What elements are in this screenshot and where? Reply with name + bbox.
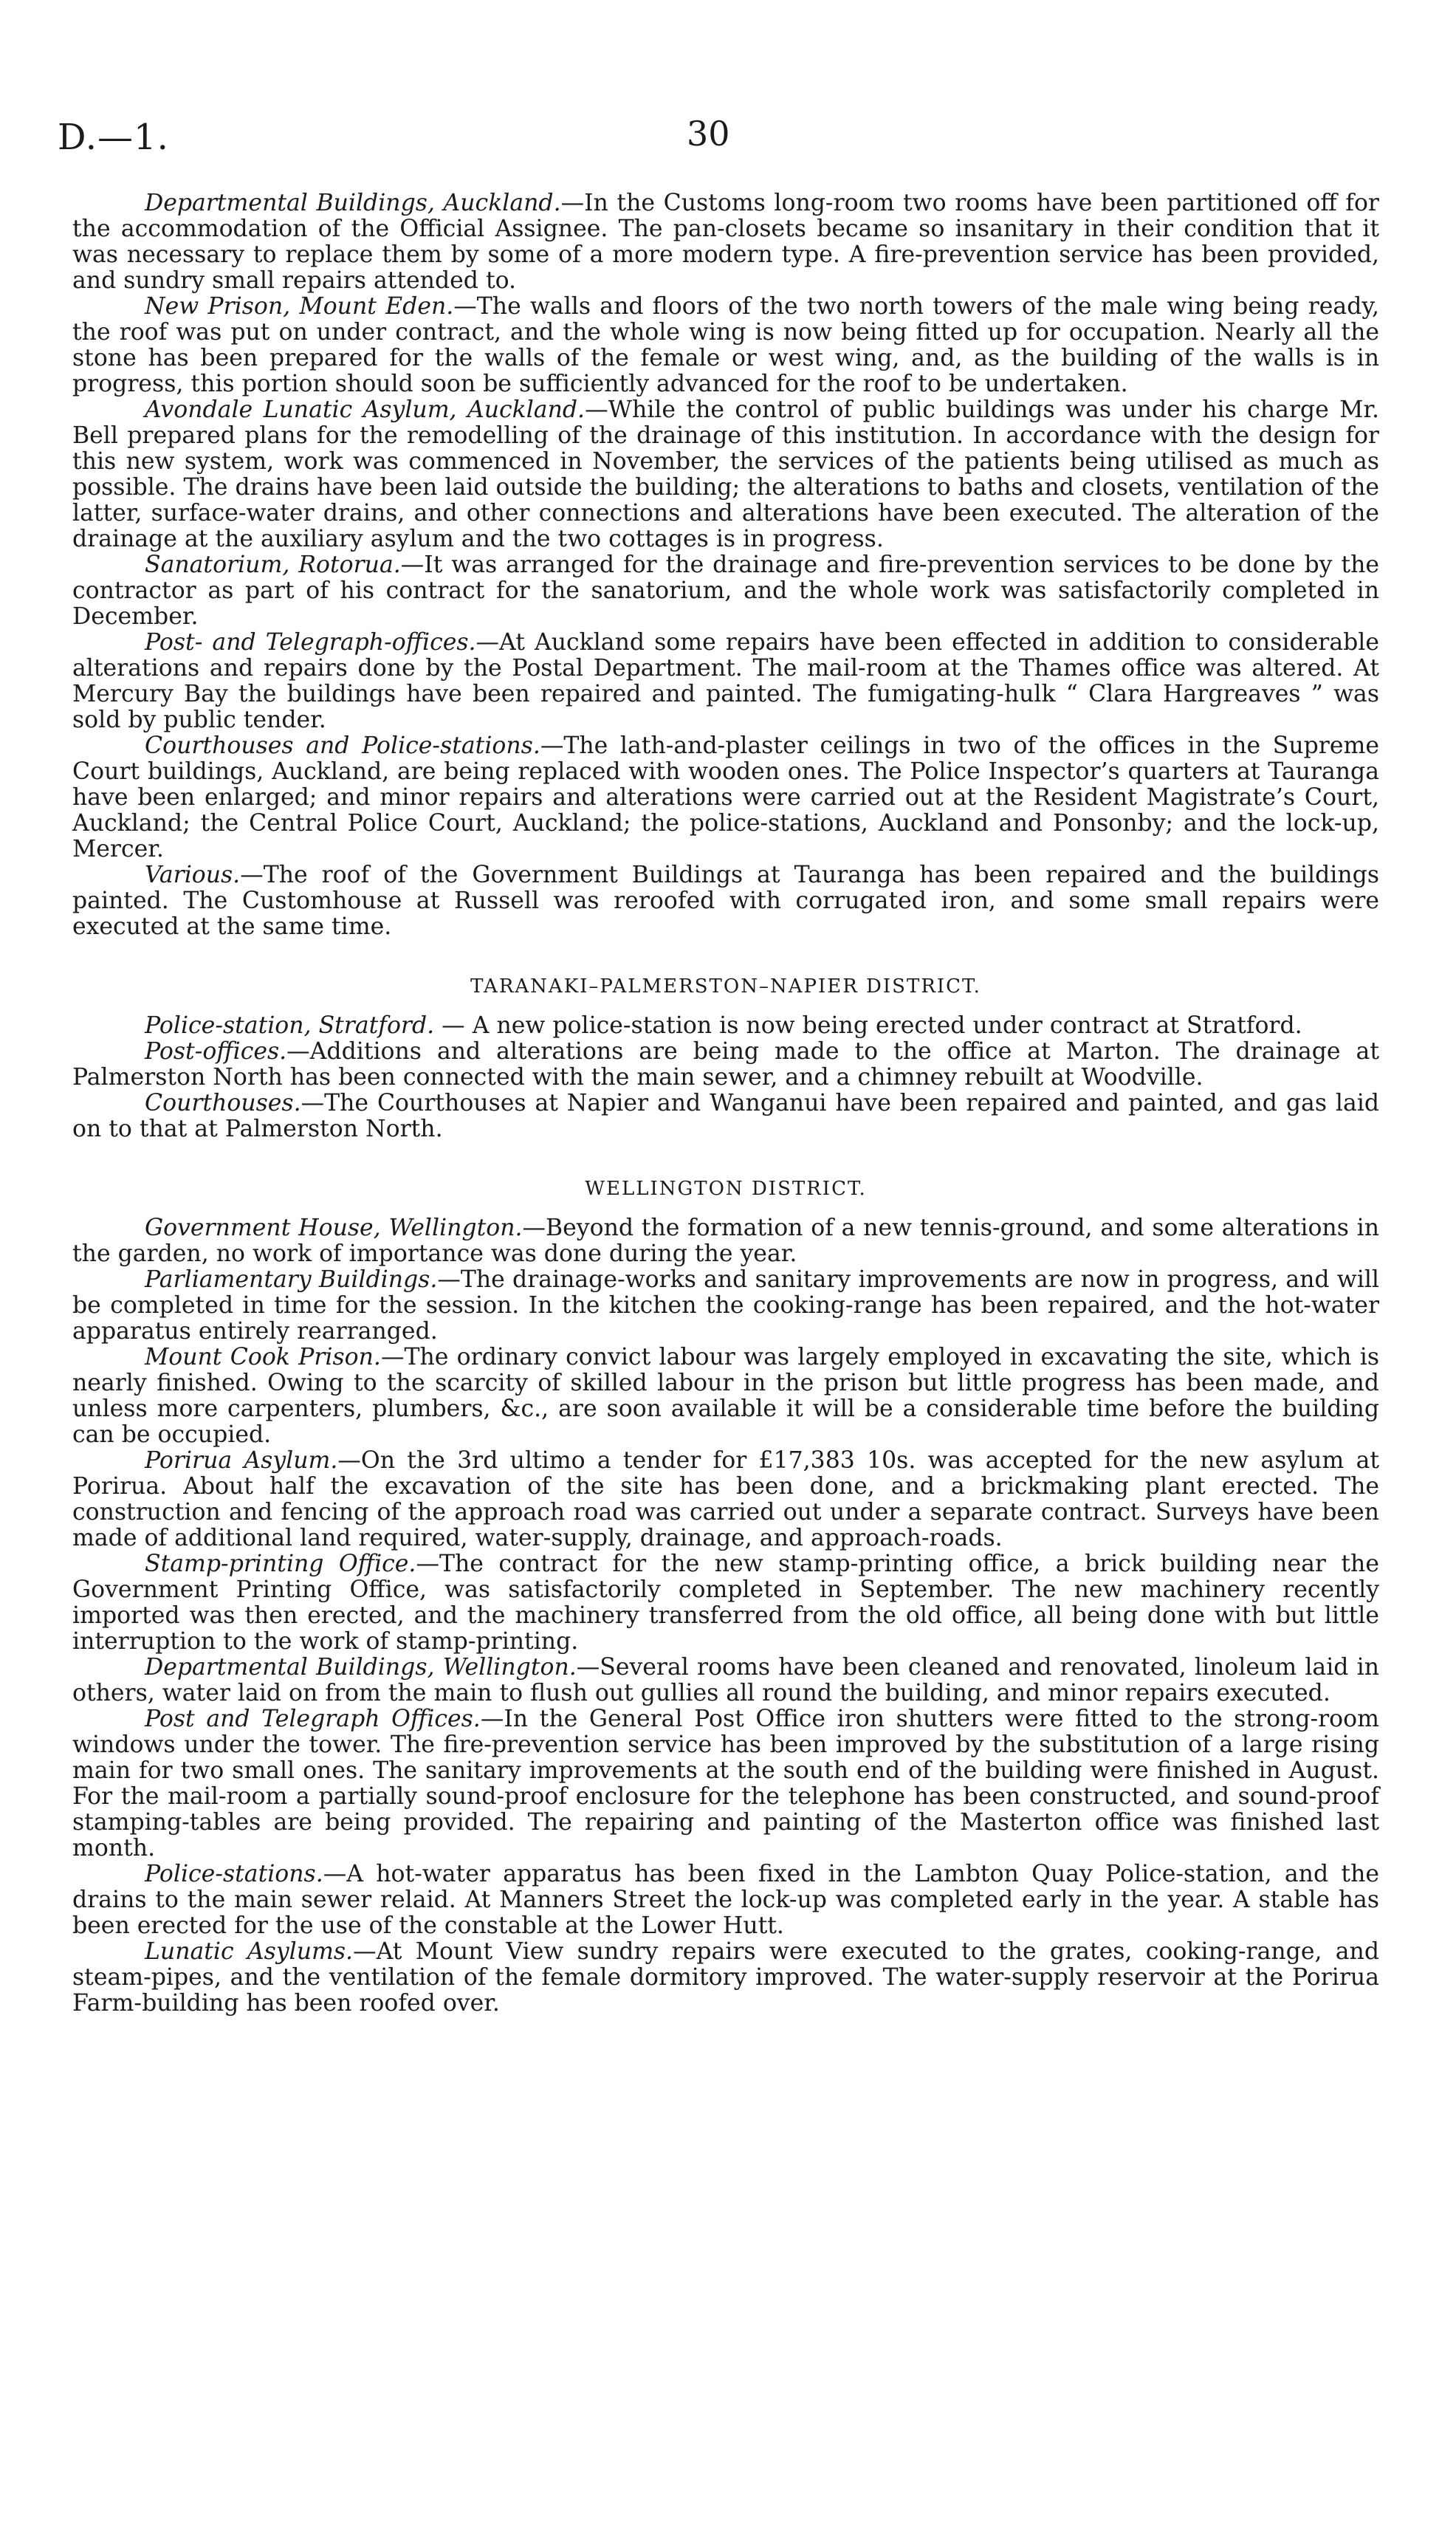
paragraph-title: Government House, Wellington. [145,1215,523,1241]
paragraph-text: —While the control of public buildings was under his charge Mr. Bell prepared plans for the remodelling of the drainage of this institution. In accordance with the design for this new system, work was commenced in November, the services of the patients being utilised as much as possible. The drains have been laid outside the building; the alterations to baths and closets, ventilation of the latter, surface-water drains, and other connections and alterations have been executed. The alteration of the drainage at the auxiliary asylum and the two cottages is in progress. [72,397,1380,552]
paragraph-text: —A hot-water apparatus has been fixed in the Lambton Quay Police-station, and the drains to the main sewer relaid. At Manners Street the lock-up was completed early in the year. A stable has been erected for the use of the constable at the Lower Hutt. [72,1861,1379,1939]
paragraph-text: —Several rooms have been cleaned and renovated, linoleum laid in others, water laid on from the main to flush out gullies all round the building, and minor repairs executed. [72,1654,1379,1706]
paragraph-title: Stamp-printing Office. [145,1551,416,1577]
paragraph [72,1013,1379,1039]
paragraph-title: Parliamentary Buildings. [145,1266,438,1293]
paragraph [72,1039,1379,1091]
paragraph-text: — A new police-station is now being erected under contract at Stratford. [434,1012,1302,1039]
paragraph-title: Sanatorium, Rotorua. [145,552,401,578]
paragraph [72,397,1379,552]
paragraph-text: —The ordinary convict labour was largely employed in excavating the site, which is nearly finished. Owing to the scarcity of skilled labour in the prison but little progress has been made, and unless more carpenters, plumbers, &c., are soon available it will be a considerable time before the building can be occupied. [72,1344,1379,1448]
paragraph-text: —The lath-and-plaster ceilings in two of the offices in the Supreme Court buildings, Auckland, are being replaced with wooden ones. The Police Inspector’s quarters at Tauranga have been enlarged; and minor repairs and alterations were carried out at the Resident Magistrate’s Court, Auckland; the Central Police Court, Auckland; the police-stations, Auckland and Ponsonby; and the lock-up, Mercer. [72,732,1379,862]
paragraph [72,1939,1379,2017]
paragraph-text: —The roof of the Government Buildings at Tauranga has been repaired and the buildings painted. The Customhouse at Russell was reroofed with corrugated iron, and some small repairs were executed at the same time. [72,862,1379,940]
paragraph [72,1861,1379,1939]
paragraph-title: Police-stations. [145,1861,323,1887]
paragraph-text: —On the 3rd ultimo a tender for £17,383 10s. was accepted for the new asylum at Porirua. About half the excavation of the site has been done, and a brickmaking plant erected. The construction and fencing of the approach road was carried out under a separate contract. Surveys have been made of additional land required, water-supply, drainage, and approach-roads. [72,1447,1380,1551]
paragraph-title: Post-offices. [145,1038,287,1065]
paragraph [72,1091,1379,1142]
paragraph [72,1551,1379,1655]
paragraph-text: —Additions and alterations are being made to the office at Marton. The drainage at Palmerston North has been connected with the main sewer, and a chimney rebuilt at Woodville. [72,1038,1379,1091]
paragraph [72,191,1379,294]
paragraph-title: Lunatic Asylums. [145,1938,354,1965]
paragraph [72,1706,1379,1861]
paragraph-title: Departmental Buildings, Auckland. [145,190,561,216]
page-number: 30 [687,114,730,154]
paragraph-title: Various. [145,862,241,888]
paragraph-text: —It was arranged for the drainage and fire-prevention services to be done by the contractor as part of his contract for the sanatorium, and the whole work was satisfactorily completed in December. [72,552,1379,630]
paragraph-text: —The Courthouses at Napier and Wanganui have been repaired and painted, and gas laid on to that at Palmerston North. [72,1090,1379,1142]
paragraph-title: Courthouses. [145,1090,301,1116]
paragraph-text: —At Auckland some repairs have been effected in addition to considerable alterations and repairs done by the Postal Department. The mail-room at the Thames office was altered. At Mercury Bay the buildings have been repaired and painted. The fumigating-hulk “ Clara Hargreaves ” was sold by public tender. [72,629,1379,733]
paragraph-title: Mount Cook Prison. [145,1344,381,1370]
paragraph-text: —The contract for the new stamp-printing office, a brick building near the Government Printing Office, was satisfactorily completed in September. The new machinery recently imported was then erected, and the machinery transferred from the old office, all being done with but little interruption to the work of stamp-printing. [72,1551,1379,1655]
paragraph-text: —The drainage-works and sanitary improvements are now in progress, and will be completed in time for the session. In the kitchen the cooking-range has been repaired, and the hot-water apparatus entirely rearranged. [72,1266,1379,1345]
paragraph-text: —The walls and floors of the two north towers of the male wing being ready, the roof was put on under contract, and the whole wing is now being fitted up for occupation. Nearly all the stone has been prepared for the walls of the female or west wing, and, as the building of the walls is in progress, this portion should soon be sufficiently advanced for the roof to be undertaken. [72,293,1379,397]
paragraph [72,630,1379,733]
paragraph-title: Porirua Asylum. [145,1447,338,1474]
paragraph [72,1655,1379,1706]
district-heading: TARANAKI–PALMERSTON–NAPIER DISTRICT. [470,975,981,998]
district-heading: WELLINGTON DISTRICT. [585,1178,867,1200]
paragraph-text: —At Mount View sundry repairs were executed to the grates, cooking-range, and steam-pipes, and the ventilation of the female dormitory improved. The water-supply reservoir at the Porirua Farm-building has been roofed over. [72,1938,1380,2017]
paragraph [72,1448,1379,1551]
paragraph-title: Post and Telegraph Offices. [145,1706,481,1732]
paragraph-text: —In the Customs long-room two rooms have been partitioned off for the accommodation of the Official Assignee. The pan-closets became so insanitary in their condition that it was necessary to replace them by some of a more modern type. A fire-prevention service has been provided, and sundry small repairs attended to. [72,190,1379,294]
paragraph [72,552,1379,630]
paragraph [72,862,1379,940]
paragraph [72,1345,1379,1448]
paragraph-text: —In the General Post Office iron shutters were fitted to the strong-room windows under the tower. The fire-prevention service has been improved by the substitution of a large rising main for two small ones. The sanitary improvements at the south end of the building were finished in August. For the mail-room a partially sound-proof enclosure for the telephone has been constructed, and sound-proof stamping-tables are being provided. The repairing and painting of the Masterton office was finished last month. [72,1706,1379,1861]
paragraph [72,733,1379,862]
paragraph-title: Departmental Buildings, Wellington. [145,1654,577,1681]
paragraph-title: New Prison, Mount Eden. [145,293,454,320]
document-body [72,191,1379,2017]
paragraph-title: Police-station, Stratford. [145,1012,435,1039]
paragraph-title: Avondale Lunatic Asylum, Auckland. [145,397,586,423]
document-reference: D.—1. [58,117,169,158]
paragraph [72,294,1379,397]
paragraph-title: Post- and Telegraph-offices. [145,629,476,656]
paragraph [72,1215,1379,1267]
paragraph-title: Courthouses and Police-stations. [145,732,540,759]
paragraph [72,1267,1379,1345]
paragraph-text: —Beyond the formation of a new tennis-ground, and some alterations in the garden, no work of importance was done during the year. [72,1215,1380,1267]
